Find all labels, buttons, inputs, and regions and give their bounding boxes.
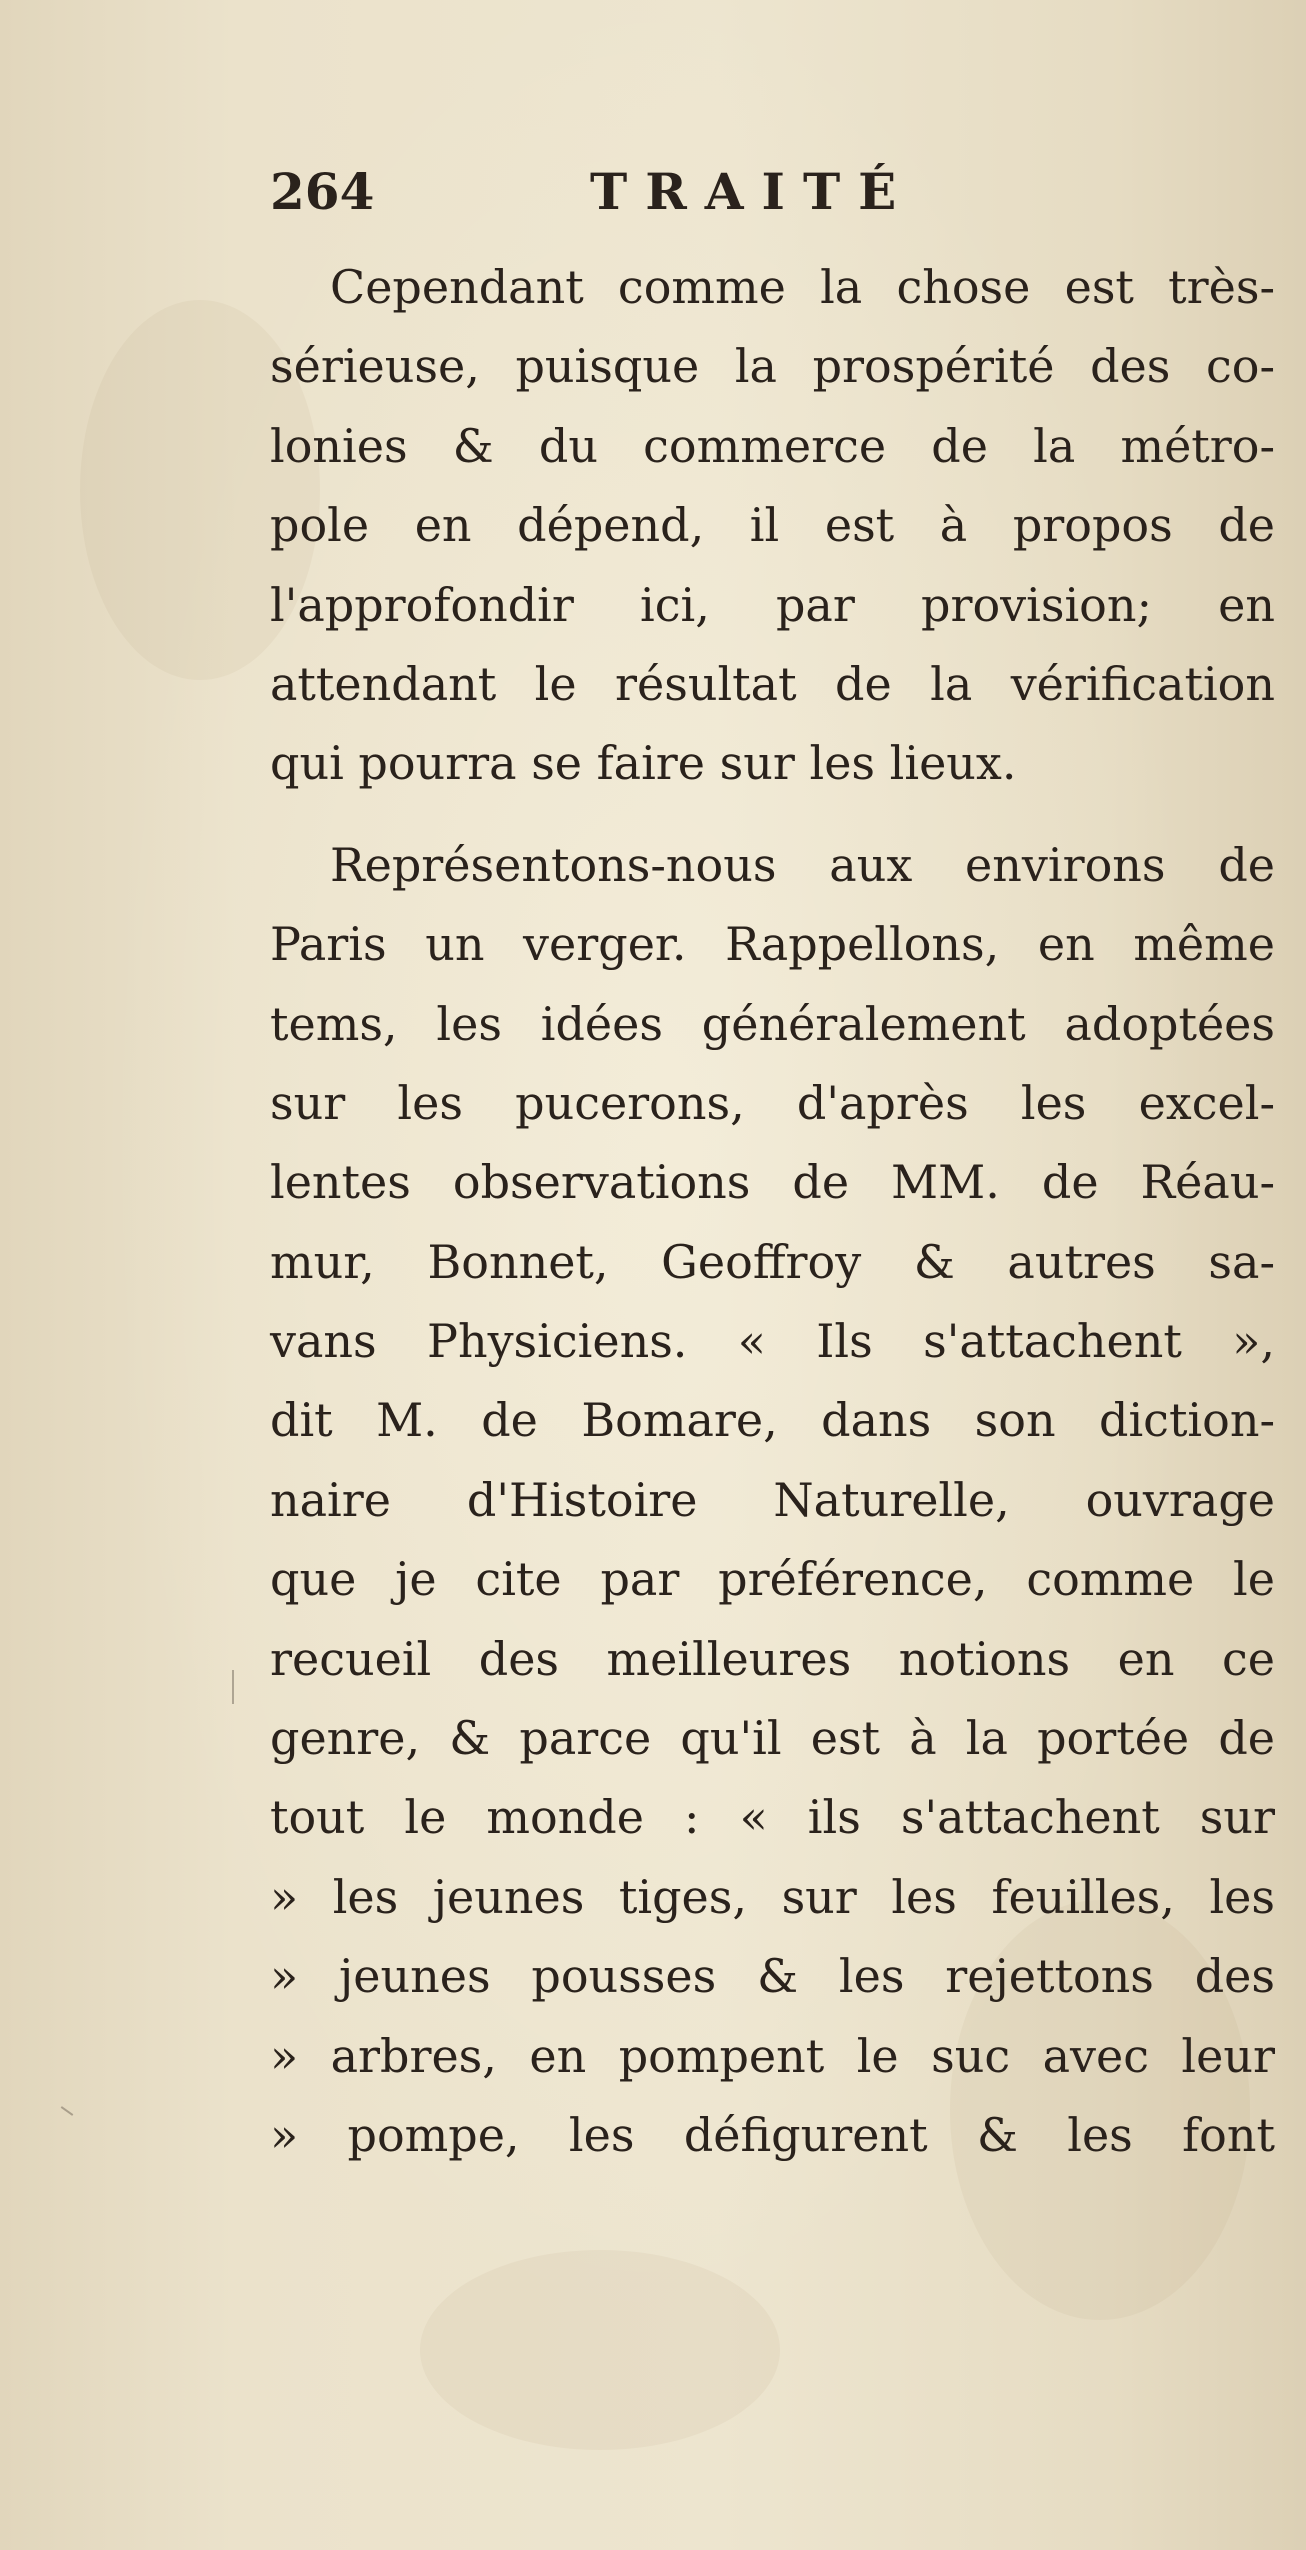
text-line: lentes observations de MM. de Réau- [270, 1155, 1275, 1210]
text-line: qui pourra se faire sur les lieux. [270, 736, 1017, 791]
text-line: Paris un verger. Rappellons, en même [270, 917, 1275, 972]
text-line: » les jeunes tiges, sur les feuilles, les [270, 1869, 1275, 1924]
text-line: que je cite par préférence, comme le [270, 1552, 1275, 1607]
text-line: pole en dépend, il est à propos de [270, 498, 1275, 553]
text-line: recueil des meilleures notions en ce [270, 1631, 1275, 1686]
ink-mark [232, 1670, 234, 1704]
text-line: » arbres, en pompent le suc avec leur [270, 2028, 1275, 2083]
text-line: mur, Bonnet, Geoffroy & autres sa- [270, 1234, 1275, 1289]
body-text [270, 248, 1275, 2175]
page-header [270, 162, 1030, 232]
text-line: attendant le résultat de la vérification [270, 656, 1275, 711]
text-line: sérieuse, puisque la prospérité des co- [270, 339, 1275, 394]
text-line: l'approfondir ici, par provision; en [270, 577, 1275, 632]
text-line: » pompe, les défigurent & les font [270, 2107, 1275, 2162]
text-line: naire d'Histoire Naturelle, ouvrage [270, 1472, 1275, 1527]
ink-mark [61, 2106, 74, 2116]
text-line: Représentons-nous aux environs de [330, 837, 1275, 892]
text-line: dit M. de Bomare, dans son diction- [270, 1393, 1275, 1448]
paper-stain [420, 2250, 780, 2450]
text-line: tems, les idées généralement adoptées [270, 996, 1275, 1051]
text-line: lonies & du commerce de la métro- [270, 418, 1275, 473]
page-number: 264 [270, 162, 375, 221]
text-line: tout le monde : « ils s'attachent sur [270, 1790, 1275, 1845]
text-line: genre, & parce qu'il est à la portée de [270, 1711, 1275, 1766]
text-line: vans Physiciens. « Ils s'attachent », [270, 1314, 1275, 1369]
text-line: Cependant comme la chose est très- [330, 260, 1275, 314]
text-line: » jeunes pousses & les rejettons des [270, 1949, 1275, 2004]
running-title: TRAITÉ [590, 162, 915, 221]
text-line: sur les pucerons, d'après les excel- [270, 1075, 1275, 1130]
